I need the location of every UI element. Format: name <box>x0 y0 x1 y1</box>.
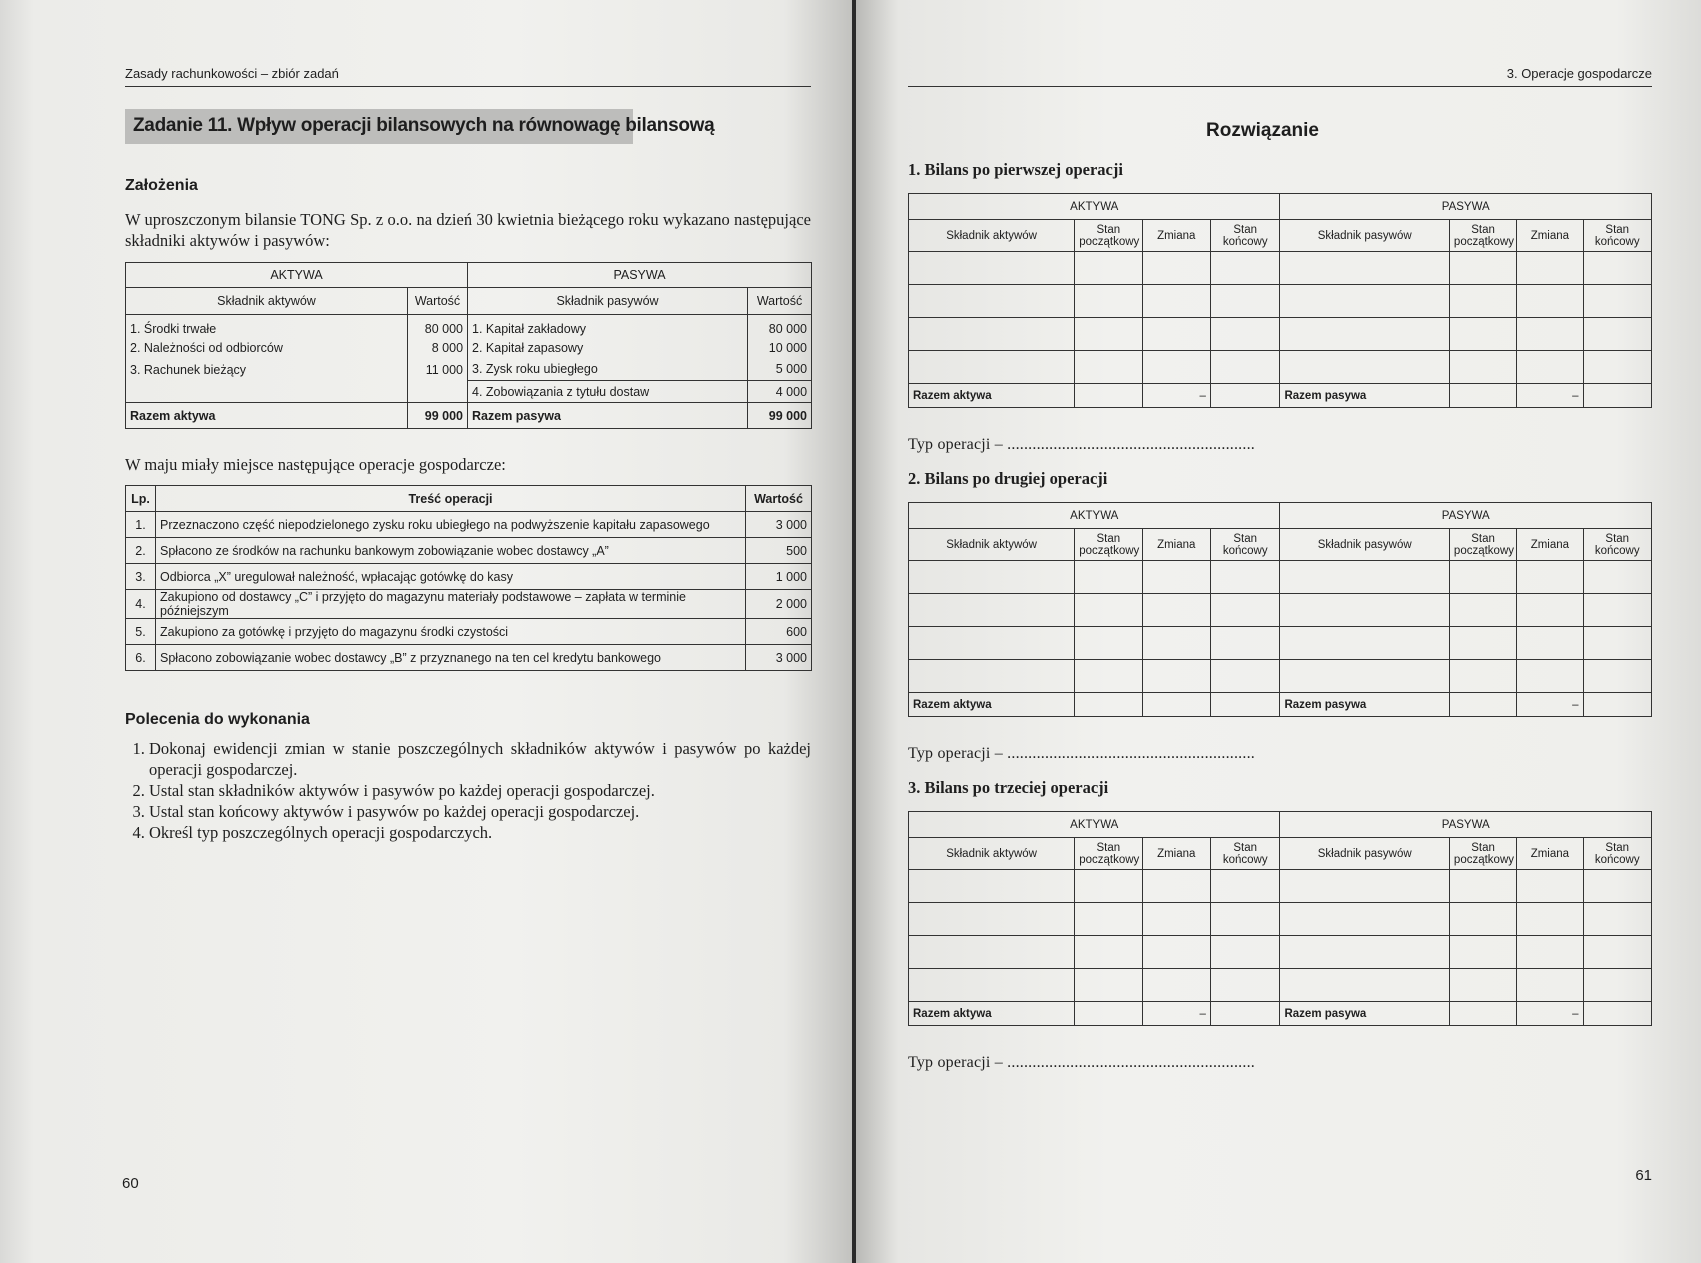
empty-cell <box>1075 1002 1142 1026</box>
total-assets-change: – <box>1142 384 1210 408</box>
total-liabilities-change: – <box>1517 693 1583 717</box>
empty-cell <box>1280 969 1449 1002</box>
assets-header: AKTYWA <box>909 503 1280 529</box>
liabilities-header: PASYWA <box>468 263 812 288</box>
empty-cell <box>1517 561 1583 594</box>
empty-cell <box>1583 936 1651 969</box>
empty-cell <box>1517 627 1583 660</box>
empty-cell <box>1517 285 1583 318</box>
empty-cell <box>1210 627 1280 660</box>
page-number-left: 60 <box>122 1175 139 1192</box>
col-closing: Stan końcowy <box>1583 529 1651 561</box>
empty-cell <box>909 936 1075 969</box>
col-opening: Stan początkowy <box>1075 220 1142 252</box>
col-liability-item: Składnik pasywów <box>1280 220 1449 252</box>
operations-intro: W maju miały miejsce następujące operacje gospodarcze: <box>125 455 506 474</box>
col-asset-item: Składnik aktywów <box>909 838 1075 870</box>
operation-value: 3 000 <box>746 512 812 538</box>
empty-cell <box>1583 870 1651 903</box>
empty-cell <box>1280 561 1449 594</box>
empty-cell <box>1583 903 1651 936</box>
empty-cell <box>1142 252 1210 285</box>
empty-cell <box>1449 903 1516 936</box>
empty-cell <box>1210 870 1280 903</box>
total-assets-change <box>1142 693 1210 717</box>
total-assets-label: Razem aktywa <box>909 1002 1075 1026</box>
empty-cell <box>909 351 1075 384</box>
empty-cell <box>909 561 1075 594</box>
empty-cell <box>1449 285 1516 318</box>
empty-cell <box>1075 252 1142 285</box>
empty-cell <box>1517 318 1583 351</box>
asset-value: 80 000 <box>408 315 468 337</box>
empty-cell <box>1075 351 1142 384</box>
empty-cell <box>1449 351 1516 384</box>
empty-cell <box>1075 870 1142 903</box>
liability-item: 1. Kapitał zakładowy <box>468 315 748 337</box>
empty-cell <box>1075 936 1142 969</box>
empty-cell <box>1449 252 1516 285</box>
empty-cell <box>1075 318 1142 351</box>
liabilities-header: PASYWA <box>1280 812 1652 838</box>
empty-cell <box>1210 561 1280 594</box>
empty-cell <box>1583 561 1651 594</box>
empty-cell <box>1210 351 1280 384</box>
empty-cell <box>909 318 1075 351</box>
operation-row <box>126 590 812 619</box>
empty-cell <box>909 285 1075 318</box>
liability-value: 80 000 <box>748 315 812 337</box>
instruction-item: 1. Dokonaj ewidencji zmian w stanie poszczególnych składników aktywów i pasywów po każdej operacji gospodarczej. <box>149 738 811 780</box>
operation-content: Zakupiono za gotówkę i przyjęto do magazynu środki czystości <box>156 619 746 645</box>
col-closing: Stan końcowy <box>1210 220 1280 252</box>
col-closing: Stan końcowy <box>1583 838 1651 870</box>
assets-header: AKTYWA <box>909 812 1280 838</box>
empty-cell <box>1142 870 1210 903</box>
asset-item: 1. Środki trwałe <box>126 315 408 337</box>
running-header-right: 3. Operacje gospodarcze <box>1506 66 1652 81</box>
empty-cell <box>1583 285 1651 318</box>
empty-cell <box>1517 660 1583 693</box>
right-page <box>856 0 1701 1263</box>
empty-cell <box>1449 561 1516 594</box>
operation-no: 6. <box>126 645 156 671</box>
col-asset-item: Składnik aktywów <box>909 529 1075 561</box>
empty-cell <box>1142 285 1210 318</box>
empty-cell <box>1142 594 1210 627</box>
empty-cell <box>1449 969 1516 1002</box>
empty-row <box>909 318 1652 351</box>
operation-row <box>126 619 812 645</box>
liability-item: 4. Zobowiązania z tytułu dostaw <box>468 381 748 403</box>
empty-cell <box>1517 351 1583 384</box>
empty-cell <box>1583 318 1651 351</box>
empty-cell <box>1075 660 1142 693</box>
empty-cell <box>1210 660 1280 693</box>
empty-cell <box>1583 660 1651 693</box>
instruction-item: 3. Ustal stan końcowy aktywów i pasywów po każdej operacji gospodarczej. <box>149 801 811 822</box>
empty-cell <box>909 252 1075 285</box>
col-opening: Stan początkowy <box>1449 838 1516 870</box>
asset-item: 3. Rachunek bieżący <box>126 359 408 381</box>
empty-cell <box>1517 936 1583 969</box>
empty-row <box>909 594 1652 627</box>
empty-cell <box>1583 594 1651 627</box>
total-assets-label: Razem aktywa <box>909 693 1075 717</box>
empty-cell <box>1142 969 1210 1002</box>
empty-row <box>909 969 1652 1002</box>
instructions-list <box>125 738 811 843</box>
intro-text: W uproszczonym bilansie TONG Sp. z o.o. na dzień 30 kwietnia bieżącego roku wykazano następujące składniki aktywów i pasywów: <box>125 210 811 250</box>
running-header-left: Zasady rachunkowości – zbiór zadań <box>125 66 339 81</box>
empty-row <box>909 870 1652 903</box>
total-assets-value: 99 000 <box>408 403 468 429</box>
empty-row <box>909 561 1652 594</box>
col-change: Zmiana <box>1517 220 1583 252</box>
empty-cell <box>1280 936 1449 969</box>
total-liabilities-change: – <box>1517 384 1583 408</box>
operation-no: 5. <box>126 619 156 645</box>
operation-no: 2. <box>126 538 156 564</box>
empty-cell <box>1210 693 1280 717</box>
total-liabilities-label: Razem pasywa <box>468 403 748 429</box>
total-assets-label: Razem aktywa <box>126 403 408 429</box>
operation-value: 600 <box>746 619 812 645</box>
empty-cell <box>1280 285 1449 318</box>
col-liability-value: Wartość <box>748 288 812 315</box>
empty-row <box>909 660 1652 693</box>
empty-cell <box>1075 969 1142 1002</box>
empty-cell <box>1075 285 1142 318</box>
col-opening: Stan początkowy <box>1075 838 1142 870</box>
col-value: Wartość <box>746 486 812 512</box>
total-liabilities-label: Razem pasywa <box>1280 1002 1449 1026</box>
empty-cell <box>1210 384 1280 408</box>
operation-value: 1 000 <box>746 564 812 590</box>
empty-cell <box>1449 660 1516 693</box>
empty-cell <box>1583 384 1651 408</box>
operation-no: 4. <box>126 590 156 619</box>
operation-value: 2 000 <box>746 590 812 619</box>
col-change: Zmiana <box>1517 838 1583 870</box>
instruction-item: 4. Określ typ poszczególnych operacji gospodarczych. <box>149 822 811 843</box>
empty-cell <box>1142 627 1210 660</box>
total-assets-change: – <box>1142 1002 1210 1026</box>
total-liabilities-label: Razem pasywa <box>1280 693 1449 717</box>
empty-cell <box>1583 627 1651 660</box>
col-closing: Stan końcowy <box>1210 838 1280 870</box>
empty-cell <box>1210 936 1280 969</box>
liability-value: 4 000 <box>748 381 812 403</box>
empty-row <box>909 285 1652 318</box>
header-rule-right <box>908 86 1652 87</box>
empty-cell <box>1142 903 1210 936</box>
empty-cell <box>1075 627 1142 660</box>
empty-cell <box>1449 1002 1516 1026</box>
empty-cell <box>1280 318 1449 351</box>
empty-cell <box>1583 693 1651 717</box>
empty-cell <box>1449 693 1516 717</box>
col-asset-item: Składnik aktywów <box>909 220 1075 252</box>
empty-cell <box>1517 870 1583 903</box>
col-content: Treść operacji <box>156 486 746 512</box>
empty-row <box>909 936 1652 969</box>
empty-cell <box>1142 318 1210 351</box>
balance-title: 3. Bilans po trzeciej operacji <box>908 778 1109 797</box>
empty-cell <box>1583 351 1651 384</box>
empty-cell <box>1075 384 1142 408</box>
col-change: Zmiana <box>1142 220 1210 252</box>
balance-template-table <box>908 811 1652 1026</box>
col-liability-item: Składnik pasywów <box>1280 838 1449 870</box>
col-asset-item: Składnik aktywów <box>126 288 408 315</box>
operation-no: 1. <box>126 512 156 538</box>
solution-heading: Rozwiązanie <box>1206 120 1319 141</box>
empty-cell <box>909 627 1075 660</box>
col-closing: Stan końcowy <box>1583 220 1651 252</box>
empty-cell <box>1583 969 1651 1002</box>
operations-table <box>125 485 812 671</box>
operation-content: Spłacono ze środków na rachunku bankowym zobowiązanie wobec dostawcy „A” <box>156 538 746 564</box>
empty-cell <box>1449 936 1516 969</box>
empty-cell <box>909 903 1075 936</box>
empty-cell <box>1280 660 1449 693</box>
empty-cell <box>1280 870 1449 903</box>
empty-cell <box>1075 903 1142 936</box>
empty-cell <box>909 870 1075 903</box>
liabilities-header: PASYWA <box>1280 503 1652 529</box>
operation-content: Zakupiono od dostawcy „C” i przyjęto do magazynu materiały podstawowe – zapłata w terminie późniejszym <box>156 590 746 619</box>
asset-value: 11 000 <box>408 359 468 381</box>
page-number-right: 61 <box>1635 1167 1652 1184</box>
operation-content: Przeznaczono część niepodzielonego zysku roku ubiegłego na podwyższenie kapitału zapasowego <box>156 512 746 538</box>
col-change: Zmiana <box>1517 529 1583 561</box>
col-asset-value: Wartość <box>408 288 468 315</box>
col-liability-item: Składnik pasywów <box>1280 529 1449 561</box>
operation-value: 3 000 <box>746 645 812 671</box>
assets-header: AKTYWA <box>126 263 468 288</box>
balance-title: 1. Bilans po pierwszej operacji <box>908 160 1123 179</box>
operation-content: Odbiorca „X” uregulował należność, wpłacając gotówkę do kasy <box>156 564 746 590</box>
operation-value: 500 <box>746 538 812 564</box>
initial-balance-table <box>125 262 812 429</box>
instructions-heading: Polecenia do wykonania <box>125 711 310 728</box>
empty-cell <box>1075 594 1142 627</box>
empty-cell <box>1517 903 1583 936</box>
assets-header: AKTYWA <box>909 194 1280 220</box>
col-opening: Stan początkowy <box>1449 220 1516 252</box>
total-assets-label: Razem aktywa <box>909 384 1075 408</box>
operation-row <box>126 564 812 590</box>
assumptions-heading: Założenia <box>125 177 198 194</box>
empty-cell <box>1280 627 1449 660</box>
empty-cell <box>1517 594 1583 627</box>
empty-cell <box>1142 936 1210 969</box>
liabilities-header: PASYWA <box>1280 194 1652 220</box>
col-opening: Stan początkowy <box>1449 529 1516 561</box>
total-liabilities-label: Razem pasywa <box>1280 384 1449 408</box>
liability-value: 5 000 <box>748 359 812 381</box>
empty-cell <box>1210 969 1280 1002</box>
empty-cell <box>1449 870 1516 903</box>
empty-cell <box>1210 903 1280 936</box>
operation-no: 3. <box>126 564 156 590</box>
col-liability-item: Składnik pasywów <box>468 288 748 315</box>
empty-cell <box>1210 1002 1280 1026</box>
liability-value: 10 000 <box>748 337 812 359</box>
empty-cell <box>1280 903 1449 936</box>
operation-row <box>126 645 812 671</box>
col-change: Zmiana <box>1142 838 1210 870</box>
liability-item: 2. Kapitał zapasowy <box>468 337 748 359</box>
instruction-item: 2. Ustal stan składników aktywów i pasywów po każdej operacji gospodarczej. <box>149 780 811 801</box>
operation-row <box>126 512 812 538</box>
empty-cell <box>1280 252 1449 285</box>
balance-title: 2. Bilans po drugiej operacji <box>908 469 1108 488</box>
operation-content: Spłacono zobowiązanie wobec dostawcy „B” z przyznanego na ten cel kredytu bankowego <box>156 645 746 671</box>
empty-cell <box>1517 969 1583 1002</box>
empty-cell <box>1583 252 1651 285</box>
empty-cell <box>1142 351 1210 384</box>
empty-cell <box>1142 660 1210 693</box>
asset-value: 8 000 <box>408 337 468 359</box>
empty-cell <box>909 594 1075 627</box>
balance-template-table <box>908 193 1652 408</box>
liability-item: 3. Zysk roku ubiegłego <box>468 359 748 381</box>
empty-cell <box>1210 252 1280 285</box>
operation-type-line: Typ operacji – ........................................................... <box>908 436 1255 453</box>
empty-cell <box>1210 594 1280 627</box>
empty-cell <box>1280 594 1449 627</box>
empty-cell <box>909 969 1075 1002</box>
operation-type-line: Typ operacji – ........................................................... <box>908 745 1255 762</box>
empty-cell <box>1280 351 1449 384</box>
empty-cell <box>1075 561 1142 594</box>
empty-row <box>909 627 1652 660</box>
task-title: Zadanie 11. Wpływ operacji bilansowych na równowagę bilansową <box>133 115 715 136</box>
asset-value <box>408 381 468 403</box>
operation-row <box>126 538 812 564</box>
empty-cell <box>1449 627 1516 660</box>
empty-cell <box>1449 318 1516 351</box>
total-liabilities-value: 99 000 <box>748 403 812 429</box>
empty-cell <box>1517 252 1583 285</box>
empty-cell <box>1583 1002 1651 1026</box>
col-closing: Stan końcowy <box>1210 529 1280 561</box>
empty-row <box>909 252 1652 285</box>
empty-row <box>909 903 1652 936</box>
balance-template-table <box>908 502 1652 717</box>
col-change: Zmiana <box>1142 529 1210 561</box>
empty-cell <box>909 660 1075 693</box>
empty-cell <box>1210 318 1280 351</box>
col-opening: Stan początkowy <box>1075 529 1142 561</box>
empty-cell <box>1142 561 1210 594</box>
header-rule-left <box>125 86 811 87</box>
empty-cell <box>1075 693 1142 717</box>
asset-item: 2. Należności od odbiorców <box>126 337 408 359</box>
col-no: Lp. <box>126 486 156 512</box>
operation-type-line: Typ operacji – ........................................................... <box>908 1054 1255 1071</box>
asset-item <box>126 381 408 403</box>
total-liabilities-change: – <box>1517 1002 1583 1026</box>
empty-cell <box>1449 594 1516 627</box>
empty-cell <box>1210 285 1280 318</box>
empty-cell <box>1449 384 1516 408</box>
empty-row <box>909 351 1652 384</box>
